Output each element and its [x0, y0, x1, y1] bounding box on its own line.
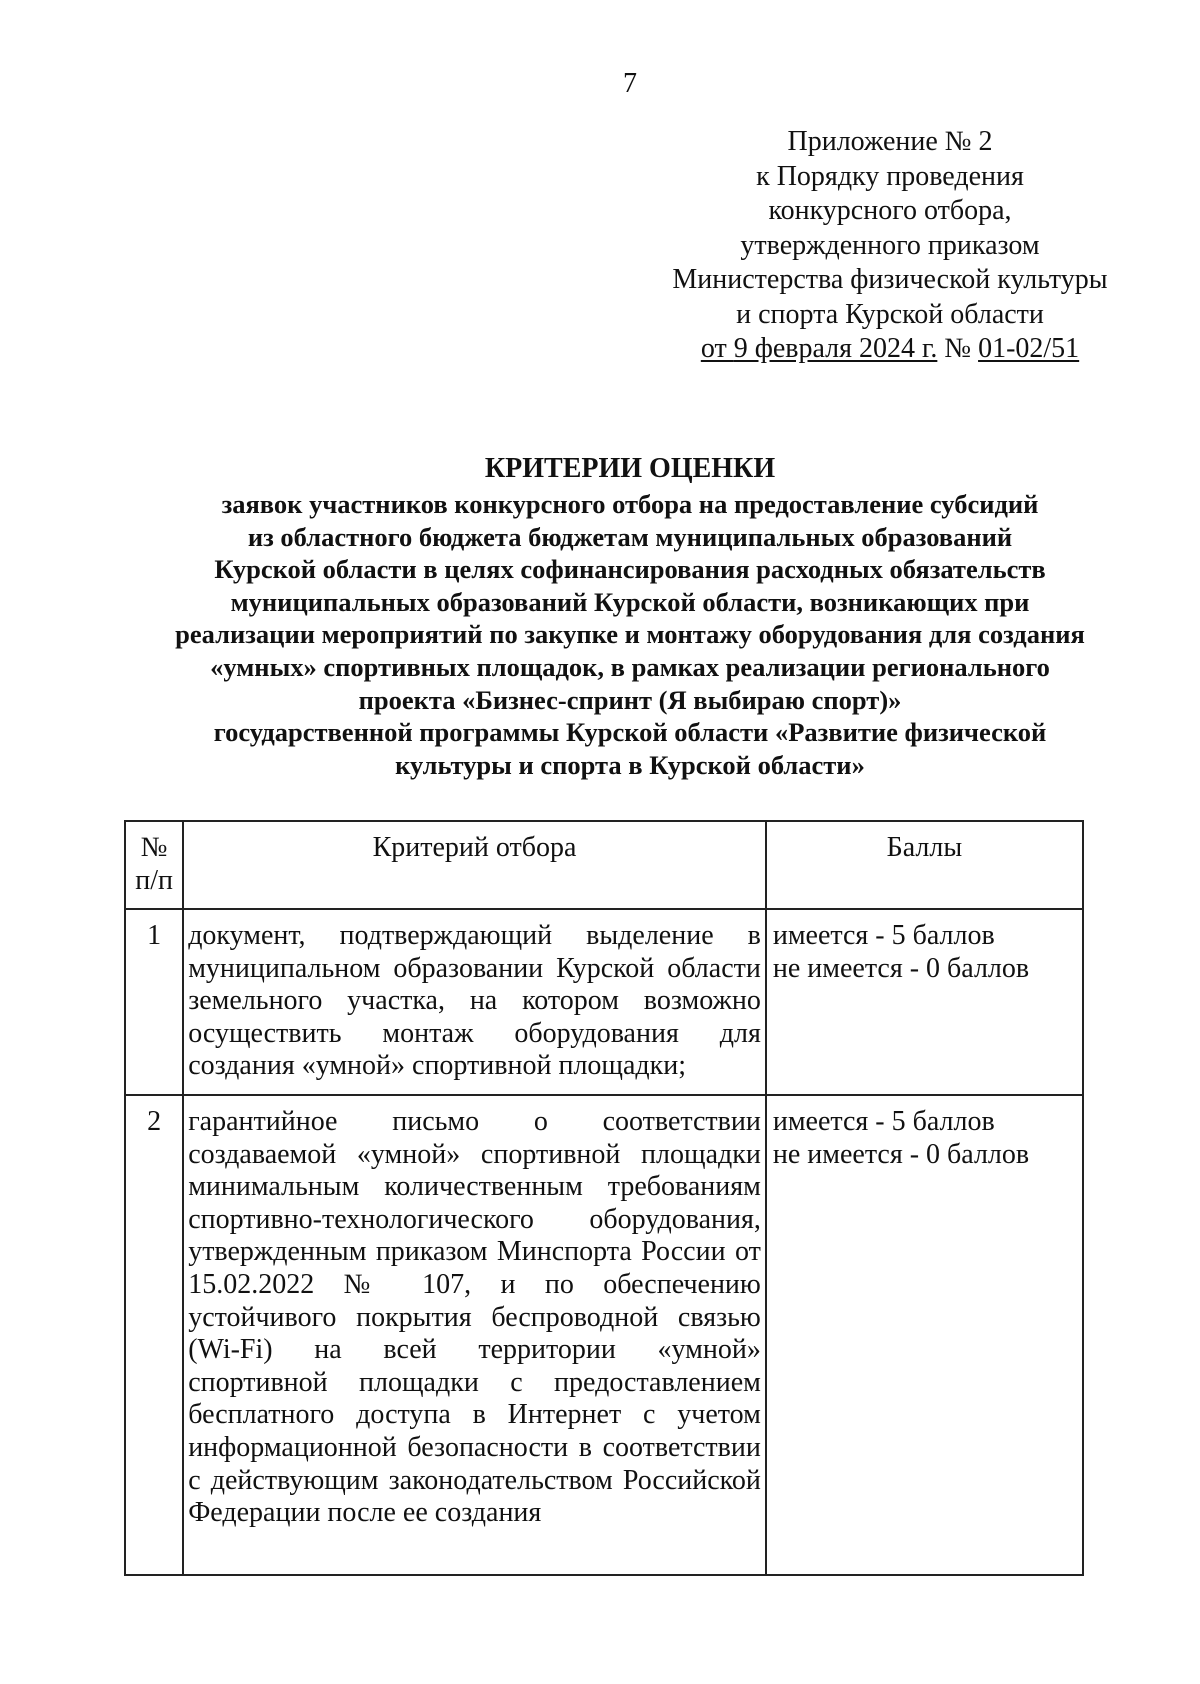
row-number: 1 [125, 909, 183, 1095]
number-prefix: № [937, 333, 979, 364]
criteria-table [124, 820, 1084, 1576]
date-prefix: от [700, 333, 734, 364]
appendix-line: утвержденного приказом [740, 229, 1040, 261]
subtitle-line: реализации мероприятий по закупке и монтажу оборудования для создания [175, 619, 1085, 650]
appendix-header [640, 125, 1140, 367]
order-number: 01-02/51 [978, 333, 1080, 364]
subtitle-line: проекта «Бизнес-спринт (Я выбираю спорт)» [358, 684, 902, 715]
order-date: 9 февраля 2024 г. [733, 333, 938, 364]
row-points [766, 909, 1083, 1095]
table-header-row [125, 821, 1083, 909]
document-subtitle [110, 488, 1150, 781]
row-criterion [183, 909, 766, 1095]
appendix-line: к Порядку проведения [756, 160, 1024, 192]
points-no: не имеется - 0 баллов [772, 952, 1030, 984]
subtitle-line: Курской области в целях софинансирования расходных обязательств [214, 554, 1046, 585]
appendix-line: Приложение № 2 [787, 126, 993, 157]
subtitle-line: культуры и спорта в Курской области» [395, 749, 865, 780]
document-title: КРИТЕРИИ ОЦЕНКИ [484, 453, 776, 484]
subtitle-line: заявок участников конкурсного отбора на предоставление субсидий [221, 489, 1039, 519]
subtitle-line: «умных» спортивных площадок, в рамках реализации регионального [210, 651, 1050, 682]
page-number: 7 [623, 68, 637, 99]
criterion-text: документ, подтверждающий выделение в муниципальном образовании Курской области земельного участка, на котором возможно осуществить монтаж оборудования для создания «умной» спортивной площадки; [188, 920, 761, 1082]
points-yes: имеется - 5 баллов [772, 920, 995, 951]
appendix-line: конкурсного отбора, [768, 195, 1012, 226]
subtitle-line: муниципальных образований Курской области, возникающих при [230, 586, 1030, 617]
table-row [125, 1095, 1083, 1575]
header-num-line2: п/п [135, 864, 173, 896]
appendix-line: Министерства физической культуры [672, 264, 1108, 295]
header-points: Баллы [766, 821, 1083, 909]
row-number: 2 [125, 1095, 183, 1575]
subtitle-line: из областного бюджета бюджетам муниципальных образований [247, 521, 1013, 552]
row-criterion [183, 1095, 766, 1575]
points-yes: имеется - 5 баллов [772, 1106, 995, 1137]
subtitle-line: государственной программы Курской области «Развитие физической [213, 717, 1047, 748]
header-num [125, 821, 183, 909]
header-criterion: Критерий отбора [183, 821, 766, 909]
appendix-line: и спорта Курской области [736, 298, 1044, 330]
appendix-date-line [640, 332, 1140, 367]
points-no: не имеется - 0 баллов [772, 1138, 1030, 1170]
row-points [766, 1095, 1083, 1575]
table-row [125, 909, 1083, 1095]
criterion-text: гарантийное письмо о соответствии создаваемой «умной» спортивной площадки минимальным количественным требованиям спортивно-технологического оборудования, утвержденным приказом Минспорта России от 15.02.2022 № 107, и по обеспечению устойчивого покрытия беспроводной связью (Wi-Fi) на всей территории «умной» спортивной площадки с предоставлением бесплатного доступа в Интернет с учетом информационной безопасности в соответствии с действующим законодательством Российской Федерации после ее создания [188, 1106, 761, 1529]
header-num-line1: № [140, 832, 168, 863]
